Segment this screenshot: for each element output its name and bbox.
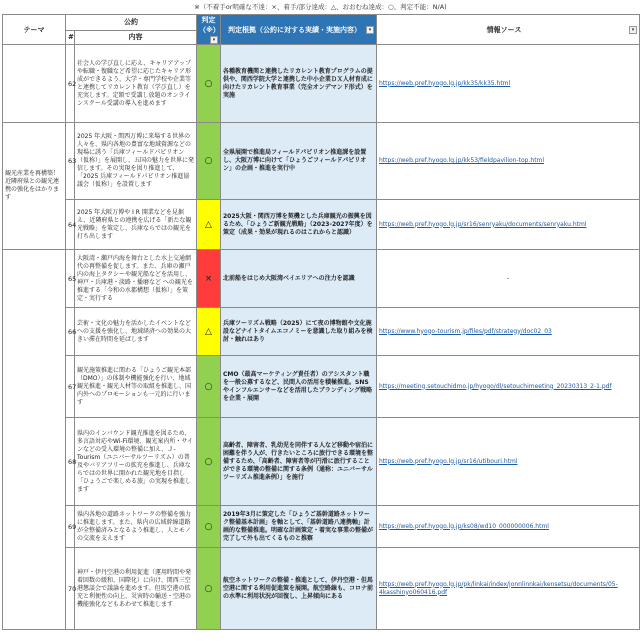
table-row xyxy=(3,356,640,418)
header-num: # xyxy=(66,30,75,44)
judge-mark: ○ xyxy=(197,506,221,548)
status-text: 高齢者、障害者、乳幼児を同伴する人など移動や宿泊に困難を伴う人が、行きたいところに旅行できる環境を整備するため、「高齢者、障害者等が円滑に旅行することができる環境の整備に関する条例（通称：ユニバーサルツーリズム推進条例）」を施行 xyxy=(221,418,377,506)
source-text: - xyxy=(377,250,640,308)
source-link[interactable]: https://web.pref.hyogo.lg.jp/kk53/fieldpavilion-top.html xyxy=(377,123,640,200)
source-link[interactable]: https://web.pref.hyogo.lg.jp/kk35/kk35.html xyxy=(377,45,640,123)
status-text: CMO（最高マーケティング責任者）のアシスタント職を一般公募するなど、民間人の活用を積極推進。SNSやインフルエンサーなどを活用したブランディング戦略を企業・展開 xyxy=(221,356,377,418)
row-number: 64 xyxy=(66,200,75,250)
table-row xyxy=(3,506,640,548)
status-text: 各種教育機関と連携したリカレント教育プログラムの提供や、関西学院大学と連携した中小企業ＤＸ人材育成に向けたリカレント教育事業（完全オンデマンド形式）を実施 xyxy=(221,45,377,123)
filter-dropdown-icon[interactable]: ▾ xyxy=(366,26,374,34)
judge-mark: ○ xyxy=(197,418,221,506)
row-number: 62 xyxy=(66,45,75,123)
table-row xyxy=(3,123,640,200)
judgement-legend: ※（不着手or明確な不達：×、着手/部分達成：△、おおむね達成：○、判定不能：N/A) xyxy=(194,3,447,11)
theme-cell-empty xyxy=(3,45,66,123)
pledge-content: 社会人の学び直しに応え、キャリアアップや転職・復職など希望に応じたキャリア形成ができるよう、大学・専門学校や企業等と連携してリカレント教育（学び直し）を充実します。定額で受講し放題のオンラインスクール受講の導入を進めます xyxy=(75,45,197,123)
source-link[interactable]: https://web.pref.hyogo.lg.jp/sr16/senryaku/documents/senryaku.html xyxy=(377,200,640,250)
pledge-content: 芸術・文化の魅力を活かしたイベントなどへの支援を強化し、地域経済への効果の大きい滞在時間を延ばします xyxy=(75,308,197,356)
pledge-content: 神戸・伊丹空港の利用促進（運用時間や発着回数の緩和、国際化）に向け、関西三空港懇談会で議論を進めます。但馬空港の拡充と利便性の向上、災害時の輸送・空港の機能強化などもあわせて推進します xyxy=(75,548,197,630)
status-text: 全県展開で推進局フィールドパビリオン推進課を設置し、大阪万博に向けて「ひょうごフィールドパビリオン」の企画・推進を実行中 xyxy=(221,123,377,200)
filter-dropdown-icon[interactable]: ▾ xyxy=(629,26,637,34)
row-number: 68 xyxy=(66,418,75,506)
judge-mark: ○ xyxy=(197,356,221,418)
status-text: 2025大阪・関西万博を契機とした兵庫観光の振興を図るため、「ひょうご新観光戦略」（2023-2027年度）を策定（成果・効果が現れるのはこれからと認識） xyxy=(221,200,377,250)
table-row xyxy=(3,308,640,356)
row-number: 63 xyxy=(66,123,75,200)
pledge-content: 2025 年大阪万博や I R 開業などを見据え、近隣府県との連携を広げる「新たな観光戦略」を策定し、兵庫ならではの観光を打ち出します xyxy=(75,200,197,250)
row-number: 67 xyxy=(66,356,75,418)
filter-dropdown-icon[interactable]: ▾ xyxy=(210,36,218,44)
table-row xyxy=(3,45,640,123)
status-text: 兵庫ツーリズム戦略（2025）にて夜の博物館や文化施設などナイトタイムエコノミーを意識した取り組みを検討・触れはあり xyxy=(221,308,377,356)
row-number: 66 xyxy=(66,308,75,356)
table-row xyxy=(3,250,640,308)
header-content: 内容 xyxy=(75,30,197,44)
source-link[interactable]: https://web.pref.hyogo.lg.jp/sr16/utibouri.html xyxy=(377,418,640,506)
status-text: 北前船をはじめ大阪湾ベイエリアへの注力を認識 xyxy=(221,250,377,308)
header-source[interactable]: 情報ソース ▾ xyxy=(377,15,640,45)
pledge-content: 大阪湾・瀬戸内海を舞台とした水上交通網代の再整備を促します。また、兵庫の瀬戸内の海上タクシーや観光船などを活用し、神戸・兵庫港・淡路・播磨など への観光を推進する「今和の水都構想（仮称）」を策定・実行する xyxy=(75,250,197,308)
judge-mark: ○ xyxy=(197,548,221,630)
row-number: 69 xyxy=(66,506,75,548)
theme-cell-empty xyxy=(3,250,66,630)
row-number: 65 xyxy=(66,250,75,308)
source-link[interactable]: https://web.pref.hyogo.lg.jp/ks08/wd10_000000006.html xyxy=(377,506,640,548)
status-text: 2019年3月に策定した「ひょうご基幹道路ネットワーク整備基本計画」を軸として、「基幹道路八連携軸」計画的な整備推進。明確な計画策定・着実な事業の整備が完了して外も出てくるものと推察 xyxy=(221,506,377,548)
table-row xyxy=(3,200,640,250)
source-link[interactable]: https://www.hyogo-tourism.jp/files/pdf/strategy/doc02_03 xyxy=(377,308,640,356)
judge-mark: ○ xyxy=(197,123,221,200)
judge-mark: ○ xyxy=(197,45,221,123)
source-link[interactable]: https://meeting.setouchidmo.jp/hyogo/dl/setouchimeeting_20230313_2-1.pdf xyxy=(377,356,640,418)
pledge-evaluation-table xyxy=(2,14,640,630)
pledge-content: 2025 年大阪・関西万博に来場する世界の人々を、県内各地の豊富な地域資源などの現場に誘う「兵庫フィールドパビリオン（仮称）」を展開し、五国の魅力を世界に発信します。その実現を図り推進して、「2025 兵庫フィールドパビリオン推進協議会（仮称）」を設置します xyxy=(75,123,197,200)
theme-cell: 観光産業を再構築！ 近隣府県との観光連携の強化をはかります xyxy=(3,123,66,250)
table-row xyxy=(3,418,640,506)
judge-mark: △ xyxy=(197,200,221,250)
status-text: 航空ネットワークの整備・推進として、伊丹空港・但馬空港に関する利用促進策を展開。航空路線も、コロナ前の水準に利用状況が回復し、上昇傾向にある xyxy=(221,548,377,630)
header-judge[interactable]: 判定（※） ▾ xyxy=(197,15,221,45)
header-theme: テーマ xyxy=(3,15,66,45)
row-number: 70 xyxy=(66,548,75,630)
pledge-content: 県内各地の道路ネットワークの整備を強力に推進します。また、県内の広域幹線道路が全整備済みとなるよう推進し、人とモノの交流を支えます xyxy=(75,506,197,548)
judge-mark: × xyxy=(197,250,221,308)
header-pledge: 公約 xyxy=(66,15,197,31)
table-row xyxy=(3,548,640,630)
header-status[interactable]: 判定根拠（公約に対する実績・実施内容） ▾ xyxy=(221,15,377,45)
judge-mark: △ xyxy=(197,308,221,356)
pledge-content: 県内のインバウンド観光推進を図るため、多言語対応やWi-Fi環境、観光案内所・サインなどの受入環境の整備に加え、Ｊ-Tourism（ユニバーサルツーリズム）の普及やバリアフリーの拡充を推進し、兵庫ならではの世界に開かれた観光地を目指し「ひょうごで楽しめる旅」の実現を推進します xyxy=(75,418,197,506)
source-link[interactable]: https://web.pref.hyogo.lg.jp/pk/linkai/index/jonnlinnkai/kensetsu/documents/05-4kasshinyo060416.pdf xyxy=(377,548,640,630)
pledge-content: 観光施策推進に関わる「ひょうご観光本部（DMO）」の体制や機能強化を行い、地域観光推進・観光人材等の取組を推進し、国内外へのプロモーションも一元的に行います xyxy=(75,356,197,418)
